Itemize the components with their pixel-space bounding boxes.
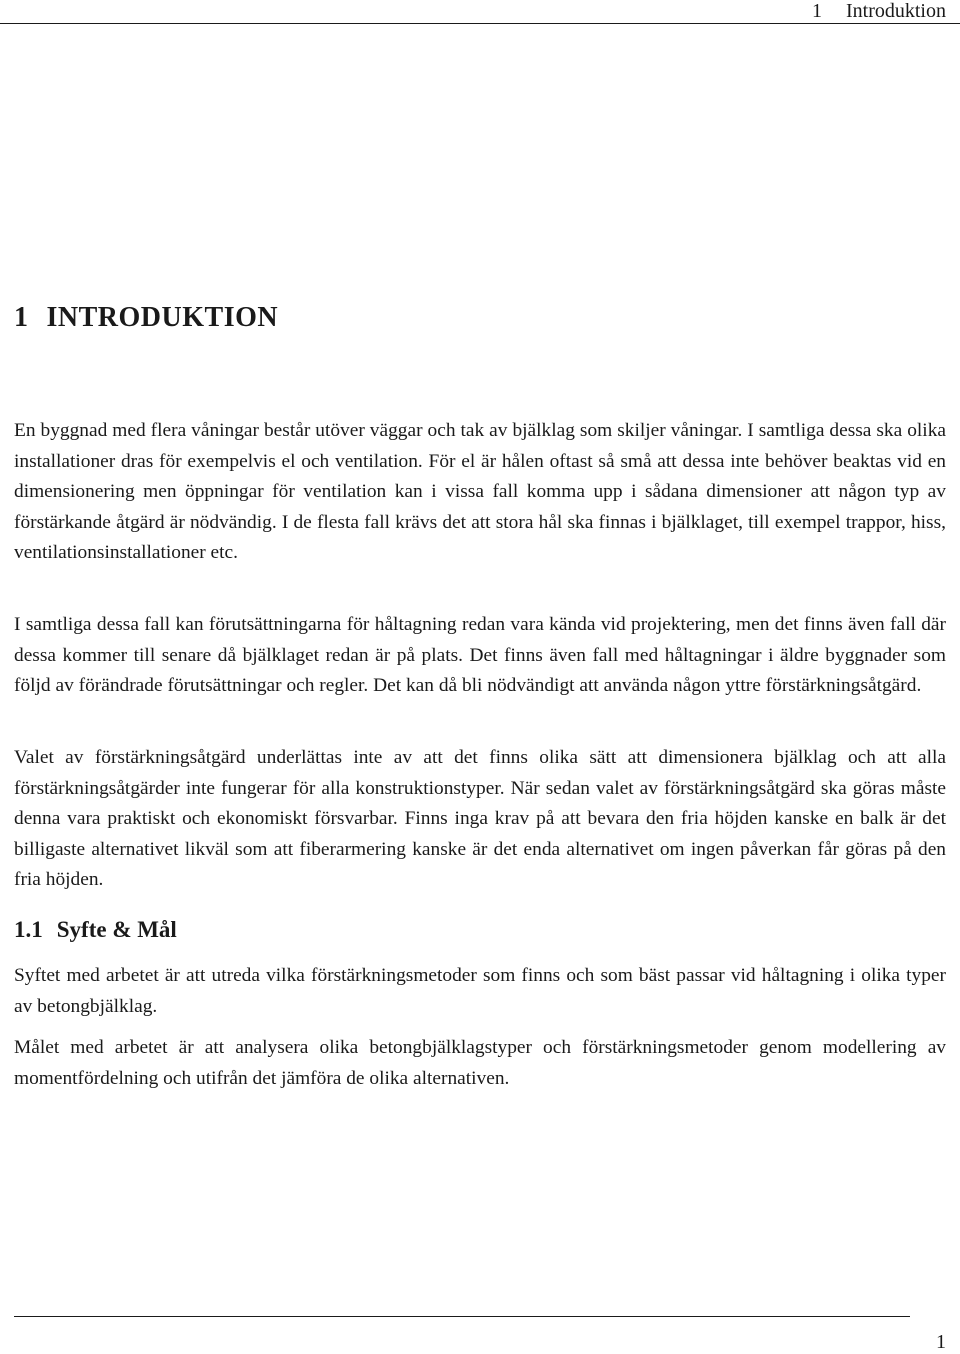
section-paragraph-2: Målet med arbetet är att analysera olika betongbjälklagstyper och förstärkningsmetoder genom modellering av momentfördelning och utifrån det jämföra de olika alternativen. bbox=[14, 1037, 946, 1089]
paragraph-1: En byggnad med flera våningar består utöver väggar och tak av bjälklag som skiljer våningar. I samtliga dessa ska olika installationer dras för exempelvis el och ventilation. För el är hålen oftast så små att dessa inte behöver beaktas vid en dimensionering men öppningar för ventilation kan i vissa fall komma upp i sådana dimensioner att någon typ av förstärkande åtgärd är nödvändig. I de flesta fall krävs det att stora hål ska finnas i bjälklaget, till exempel trappor, hiss, ventilationsinstallationer etc. bbox=[14, 420, 946, 564]
section-number: 1.1 bbox=[14, 917, 43, 942]
running-header-chapter-number: 1 bbox=[812, 0, 822, 22]
paragraph-2: I samtliga dessa fall kan förutsättningarna för håltagning redan vara kända vid projektering, men det finns även fall där dessa kommer till senare då bjälklaget redan är på plats. Det finns även fall med håltagningar i äldre byggnader som följd av förändrade förutsättningar och regler. Det kan då bli nödvändigt att använda någon yttre förstärkningsåtgärd. bbox=[14, 614, 946, 697]
paragraph-3: Valet av förstärkningsåtgärd underlättas inte av att det finns olika sätt att dimensionera bjälklag och att alla förstärkningsåtgärder inte fungerar för alla konstruktionstyper. När sedan valet av förstärkningsåtgärd ska göras måste denna vara praktiskt och ekonomiskt försvarbar. Finns inga krav på att bevara den fria höjden kanske en balk är det billigaste alternativet likväl som att fiberarmering kanske är det enda alternativet om ingen påverkan får göras på den fria höjden. bbox=[14, 747, 946, 891]
running-header-chapter-title: Introduktion bbox=[846, 0, 946, 22]
section-paragraph-1: Syftet med arbetet är att utreda vilka förstärkningsmetoder som finns och som bäst passar vid håltagning i olika typer av betongbjälklag. bbox=[14, 965, 946, 1017]
footer-rule bbox=[14, 1316, 910, 1317]
chapter-heading bbox=[14, 298, 278, 338]
section-heading bbox=[14, 913, 177, 947]
header-rule bbox=[0, 23, 960, 24]
section-title: Syfte & Mål bbox=[56, 917, 177, 942]
running-header bbox=[812, 0, 946, 22]
page-number: 1 bbox=[936, 1331, 946, 1353]
chapter-title: INTRODUKTION bbox=[46, 302, 279, 333]
chapter-number: 1 bbox=[14, 302, 29, 333]
